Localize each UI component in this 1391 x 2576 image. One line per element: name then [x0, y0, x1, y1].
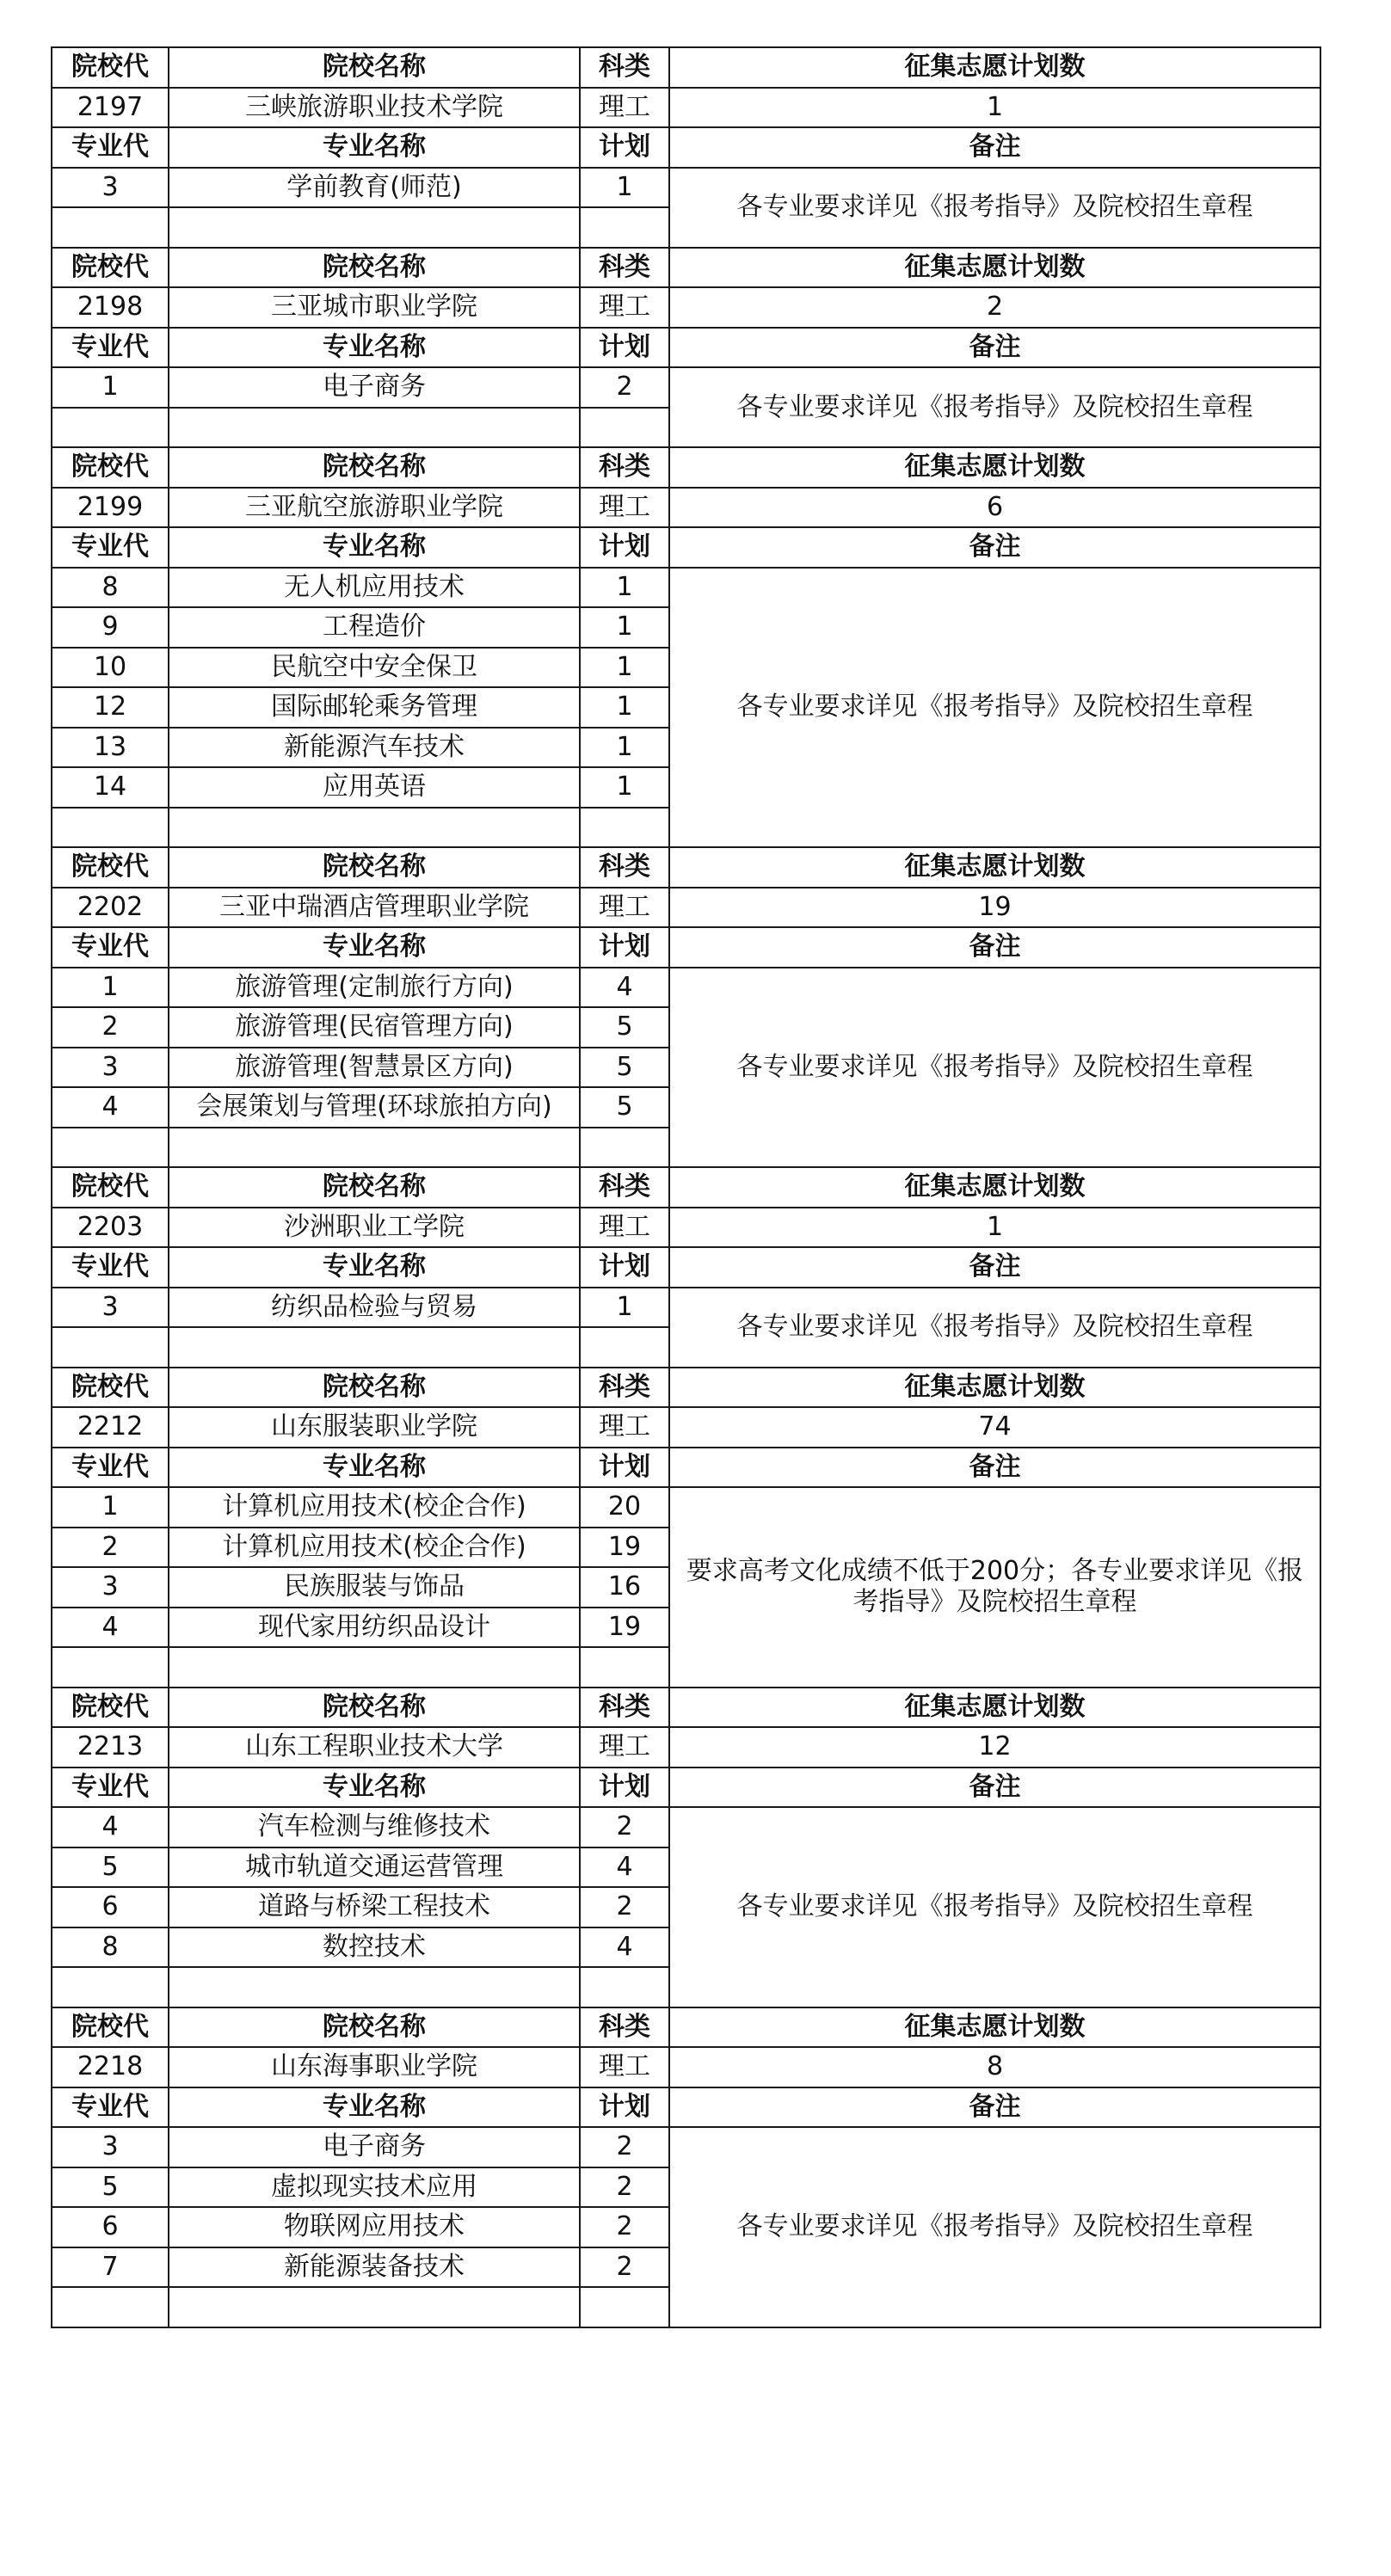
major-name: 旅游管理(智慧景区方向) [169, 1048, 580, 1088]
major-name: 学前教育(师范) [169, 168, 580, 208]
school-row [52, 2047, 1320, 2087]
major-remark: 各专业要求详见《报考指导》及院校招生章程 [669, 367, 1320, 447]
major-plan: 2 [580, 1887, 669, 1927]
school-code-header: 院校代 [52, 47, 169, 88]
major-name: 旅游管理(定制旅行方向) [169, 968, 580, 1008]
plan-total-header: 征集志愿计划数 [669, 47, 1320, 88]
major-name: 现代家用纺织品设计 [169, 1608, 580, 1648]
school-code: 2199 [52, 488, 169, 528]
major-plan: 1 [580, 1288, 669, 1328]
school-name-header: 院校名称 [169, 2007, 580, 2048]
school-category: 理工 [580, 88, 669, 128]
major-name: 城市轨道交通运营管理 [169, 1847, 580, 1888]
major-row [52, 2127, 1320, 2167]
spacer-cell [580, 2287, 669, 2327]
spacer-cell [580, 1128, 669, 1168]
major-plan: 19 [580, 1608, 669, 1648]
school-name: 三亚城市职业学院 [169, 287, 580, 328]
major-name-header: 专业名称 [169, 1247, 580, 1288]
plan-total-header: 征集志愿计划数 [669, 847, 1320, 888]
major-code: 12 [52, 687, 169, 728]
school-name-header: 院校名称 [169, 1688, 580, 1728]
major-plan: 2 [580, 2207, 669, 2247]
major-remark: 各专业要求详见《报考指导》及院校招生章程 [669, 168, 1320, 248]
plan-total-header: 征集志愿计划数 [669, 1368, 1320, 1408]
major-name: 国际邮轮乘务管理 [169, 687, 580, 728]
school-code-header: 院校代 [52, 1368, 169, 1408]
major-name: 物联网应用技术 [169, 2207, 580, 2247]
major-header-row [52, 127, 1320, 168]
school-category: 理工 [580, 2047, 669, 2087]
spacer-cell [580, 1327, 669, 1368]
spacer-cell [52, 1327, 169, 1368]
major-row [52, 168, 1320, 208]
major-name: 无人机应用技术 [169, 568, 580, 608]
plan-total-header: 征集志愿计划数 [669, 447, 1320, 488]
school-name-header: 院校名称 [169, 47, 580, 88]
major-plan: 1 [580, 168, 669, 208]
major-plan: 4 [580, 968, 669, 1008]
remarks-header: 备注 [669, 2087, 1320, 2128]
major-row [52, 968, 1320, 1008]
major-name: 工程造价 [169, 607, 580, 648]
spacer-cell [52, 408, 169, 448]
major-remark: 各专业要求详见《报考指导》及院校招生章程 [669, 2127, 1320, 2327]
school-header-row [52, 47, 1320, 88]
plan-header: 计划 [580, 927, 669, 968]
major-row [52, 1487, 1320, 1528]
plan-header: 计划 [580, 527, 669, 568]
spacer-cell [169, 2287, 580, 2327]
category-header: 科类 [580, 47, 669, 88]
school-name: 山东工程职业技术大学 [169, 1727, 580, 1768]
major-name: 纺织品检验与贸易 [169, 1288, 580, 1328]
major-plan: 4 [580, 1847, 669, 1888]
school-name-header: 院校名称 [169, 248, 580, 288]
major-code: 3 [52, 1567, 169, 1608]
major-code-header: 专业代 [52, 527, 169, 568]
spacer-cell [169, 1647, 580, 1688]
plan-total-header: 征集志愿计划数 [669, 248, 1320, 288]
school-code-header: 院校代 [52, 1167, 169, 1208]
major-plan: 1 [580, 687, 669, 728]
major-plan: 1 [580, 607, 669, 648]
category-header: 科类 [580, 1688, 669, 1728]
major-code: 4 [52, 1608, 169, 1648]
school-header-row [52, 1688, 1320, 1728]
school-plan-total: 6 [669, 488, 1320, 528]
school-code-header: 院校代 [52, 1688, 169, 1728]
school-row [52, 1727, 1320, 1768]
major-code: 3 [52, 1288, 169, 1328]
school-plan-total: 74 [669, 1407, 1320, 1448]
major-code: 5 [52, 2167, 169, 2208]
category-header: 科类 [580, 847, 669, 888]
major-code: 8 [52, 568, 169, 608]
major-header-row [52, 527, 1320, 568]
major-name: 汽车检测与维修技术 [169, 1807, 580, 1847]
major-name: 电子商务 [169, 367, 580, 408]
major-code-header: 专业代 [52, 1768, 169, 1808]
major-name: 道路与桥梁工程技术 [169, 1887, 580, 1927]
school-row [52, 88, 1320, 128]
school-category: 理工 [580, 1727, 669, 1768]
school-code: 2203 [52, 1208, 169, 1248]
major-plan: 5 [580, 1048, 669, 1088]
school-plan-total: 1 [669, 88, 1320, 128]
category-header: 科类 [580, 1368, 669, 1408]
major-name: 数控技术 [169, 1927, 580, 1968]
major-name: 新能源汽车技术 [169, 728, 580, 768]
major-code: 7 [52, 2247, 169, 2288]
major-row [52, 568, 1320, 608]
school-plan-total: 1 [669, 1208, 1320, 1248]
major-code: 6 [52, 2207, 169, 2247]
school-header-row [52, 447, 1320, 488]
major-code-header: 专业代 [52, 127, 169, 168]
major-code-header: 专业代 [52, 1247, 169, 1288]
major-code: 3 [52, 168, 169, 208]
major-name: 虚拟现实技术应用 [169, 2167, 580, 2208]
spacer-cell [52, 1967, 169, 2007]
major-remark: 要求高考文化成绩不低于200分；各专业要求详见《报考指导》及院校招生章程 [669, 1487, 1320, 1688]
major-remark: 各专业要求详见《报考指导》及院校招生章程 [669, 568, 1320, 848]
major-code: 1 [52, 367, 169, 408]
major-plan: 4 [580, 1927, 669, 1968]
major-plan: 2 [580, 2167, 669, 2208]
major-code-header: 专业代 [52, 328, 169, 368]
school-row [52, 1407, 1320, 1448]
school-row [52, 488, 1320, 528]
major-plan: 2 [580, 367, 669, 408]
major-row [52, 1288, 1320, 1328]
spacer-cell [169, 1327, 580, 1368]
plan-header: 计划 [580, 328, 669, 368]
spacer-cell [52, 2287, 169, 2327]
spacer-cell [169, 207, 580, 248]
spacer-cell [580, 1647, 669, 1688]
school-name: 沙洲职业工学院 [169, 1208, 580, 1248]
major-plan: 1 [580, 568, 669, 608]
major-plan: 2 [580, 2127, 669, 2167]
major-name: 计算机应用技术(校企合作) [169, 1487, 580, 1528]
remarks-header: 备注 [669, 927, 1320, 968]
major-plan: 19 [580, 1528, 669, 1568]
remarks-header: 备注 [669, 527, 1320, 568]
major-plan: 1 [580, 767, 669, 808]
school-code: 2202 [52, 888, 169, 928]
school-category: 理工 [580, 488, 669, 528]
school-code: 2212 [52, 1407, 169, 1448]
school-name: 山东服装职业学院 [169, 1407, 580, 1448]
spacer-cell [580, 207, 669, 248]
school-code-header: 院校代 [52, 2007, 169, 2048]
major-plan: 20 [580, 1487, 669, 1528]
school-category: 理工 [580, 1407, 669, 1448]
category-header: 科类 [580, 447, 669, 488]
major-code: 5 [52, 1847, 169, 1888]
major-row [52, 1807, 1320, 1847]
major-header-row [52, 2087, 1320, 2128]
school-code-header: 院校代 [52, 248, 169, 288]
school-plan-total: 12 [669, 1727, 1320, 1768]
school-name-header: 院校名称 [169, 447, 580, 488]
spacer-cell [580, 808, 669, 848]
school-header-row [52, 2007, 1320, 2048]
major-code-header: 专业代 [52, 2087, 169, 2128]
category-header: 科类 [580, 1167, 669, 1208]
school-row [52, 287, 1320, 328]
major-name-header: 专业名称 [169, 527, 580, 568]
major-plan: 1 [580, 648, 669, 688]
major-code: 2 [52, 1528, 169, 1568]
school-code: 2218 [52, 2047, 169, 2087]
major-name: 新能源装备技术 [169, 2247, 580, 2288]
major-code: 3 [52, 1048, 169, 1088]
major-code: 9 [52, 607, 169, 648]
major-name-header: 专业名称 [169, 927, 580, 968]
school-header-row [52, 847, 1320, 888]
major-code: 8 [52, 1927, 169, 1968]
school-header-row [52, 1167, 1320, 1208]
remarks-header: 备注 [669, 1448, 1320, 1488]
school-plan-total: 2 [669, 287, 1320, 328]
school-code: 2213 [52, 1727, 169, 1768]
spacer-cell [52, 1128, 169, 1168]
school-plan-total: 8 [669, 2047, 1320, 2087]
major-plan: 1 [580, 728, 669, 768]
major-code: 13 [52, 728, 169, 768]
major-name-header: 专业名称 [169, 127, 580, 168]
major-code: 6 [52, 1887, 169, 1927]
major-header-row [52, 1448, 1320, 1488]
major-name-header: 专业名称 [169, 328, 580, 368]
remarks-header: 备注 [669, 127, 1320, 168]
remarks-header: 备注 [669, 328, 1320, 368]
school-category: 理工 [580, 1208, 669, 1248]
school-category: 理工 [580, 888, 669, 928]
major-name-header: 专业名称 [169, 2087, 580, 2128]
major-remark: 各专业要求详见《报考指导》及院校招生章程 [669, 1288, 1320, 1368]
major-code: 10 [52, 648, 169, 688]
spacer-cell [169, 408, 580, 448]
spacer-cell [52, 207, 169, 248]
major-header-row [52, 328, 1320, 368]
plan-total-header: 征集志愿计划数 [669, 1167, 1320, 1208]
major-remark: 各专业要求详见《报考指导》及院校招生章程 [669, 968, 1320, 1168]
major-name: 民航空中安全保卫 [169, 648, 580, 688]
school-code: 2198 [52, 287, 169, 328]
school-name: 三亚航空旅游职业学院 [169, 488, 580, 528]
spacer-cell [52, 1647, 169, 1688]
major-plan: 5 [580, 1087, 669, 1128]
major-code: 14 [52, 767, 169, 808]
major-row [52, 367, 1320, 408]
major-name: 旅游管理(民宿管理方向) [169, 1007, 580, 1048]
school-category: 理工 [580, 287, 669, 328]
enrollment-plan-table [51, 46, 1321, 2328]
school-name-header: 院校名称 [169, 847, 580, 888]
plan-total-header: 征集志愿计划数 [669, 1688, 1320, 1728]
school-row [52, 888, 1320, 928]
major-plan: 5 [580, 1007, 669, 1048]
major-name: 电子商务 [169, 2127, 580, 2167]
major-code: 2 [52, 1007, 169, 1048]
plan-header: 计划 [580, 1247, 669, 1288]
major-code: 4 [52, 1807, 169, 1847]
spacer-cell [169, 1128, 580, 1168]
major-name-header: 专业名称 [169, 1768, 580, 1808]
major-header-row [52, 1768, 1320, 1808]
school-name: 山东海事职业学院 [169, 2047, 580, 2087]
major-remark: 各专业要求详见《报考指导》及院校招生章程 [669, 1807, 1320, 2007]
major-name: 会展策划与管理(环球旅拍方向) [169, 1087, 580, 1128]
school-code-header: 院校代 [52, 847, 169, 888]
major-plan: 2 [580, 1807, 669, 1847]
major-code: 1 [52, 968, 169, 1008]
major-plan: 16 [580, 1567, 669, 1608]
major-header-row [52, 1247, 1320, 1288]
plan-header: 计划 [580, 1768, 669, 1808]
major-code-header: 专业代 [52, 927, 169, 968]
plan-header: 计划 [580, 127, 669, 168]
major-name-header: 专业名称 [169, 1448, 580, 1488]
spacer-cell [52, 808, 169, 848]
school-name-header: 院校名称 [169, 1167, 580, 1208]
remarks-header: 备注 [669, 1247, 1320, 1288]
category-header: 科类 [580, 2007, 669, 2048]
spacer-cell [169, 808, 580, 848]
spacer-cell [169, 1967, 580, 2007]
spacer-cell [580, 408, 669, 448]
major-code: 3 [52, 2127, 169, 2167]
plan-total-header: 征集志愿计划数 [669, 2007, 1320, 2048]
school-code-header: 院校代 [52, 447, 169, 488]
major-code: 1 [52, 1487, 169, 1528]
school-header-row [52, 248, 1320, 288]
school-plan-total: 19 [669, 888, 1320, 928]
school-name-header: 院校名称 [169, 1368, 580, 1408]
school-name: 三亚中瑞酒店管理职业学院 [169, 888, 580, 928]
plan-header: 计划 [580, 2087, 669, 2128]
major-name: 民族服装与饰品 [169, 1567, 580, 1608]
school-row [52, 1208, 1320, 1248]
remarks-header: 备注 [669, 1768, 1320, 1808]
category-header: 科类 [580, 248, 669, 288]
school-header-row [52, 1368, 1320, 1408]
major-code: 4 [52, 1087, 169, 1128]
major-plan: 2 [580, 2247, 669, 2288]
major-header-row [52, 927, 1320, 968]
school-code: 2197 [52, 88, 169, 128]
plan-header: 计划 [580, 1448, 669, 1488]
major-name: 计算机应用技术(校企合作) [169, 1528, 580, 1568]
major-name: 应用英语 [169, 767, 580, 808]
major-code-header: 专业代 [52, 1448, 169, 1488]
school-name: 三峡旅游职业技术学院 [169, 88, 580, 128]
spacer-cell [580, 1967, 669, 2007]
